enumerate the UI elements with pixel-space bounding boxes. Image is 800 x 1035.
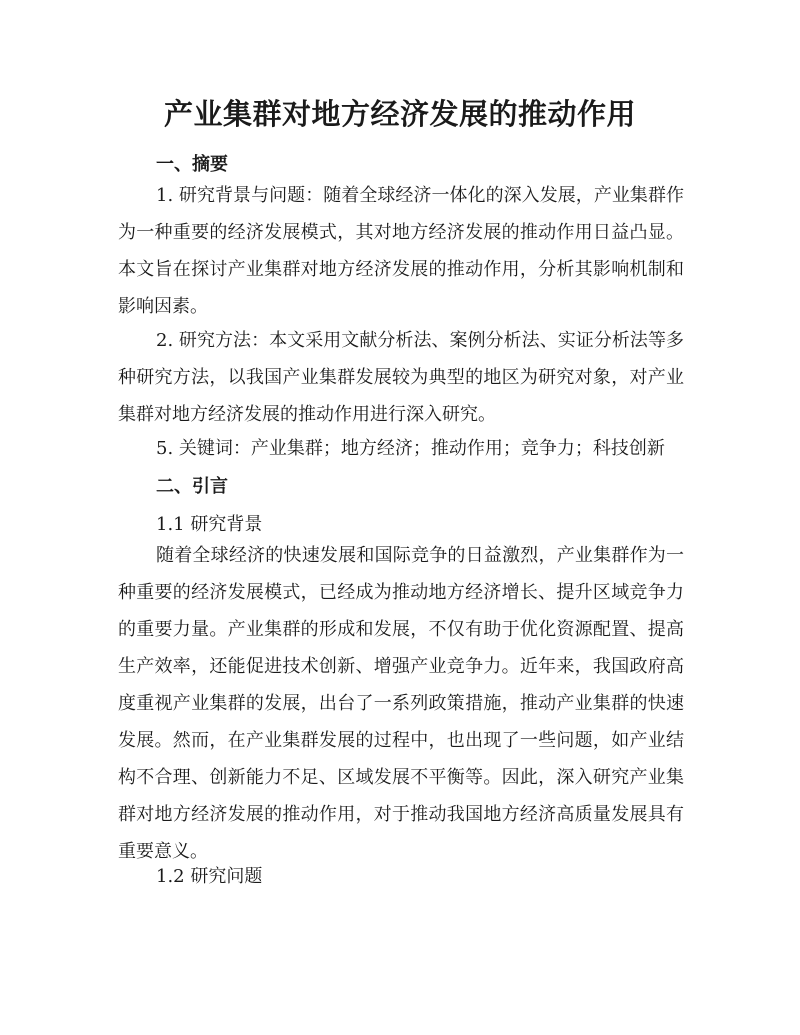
section-1-2-heading: 1.2 研究问题 bbox=[156, 866, 263, 887]
document-title: 产业集群对地方经济发展的推动作用 bbox=[163, 97, 636, 131]
introduction-heading: 二、引言 bbox=[156, 476, 228, 497]
abstract-keywords: 5. 关键词：产业集群；地方经济；推动作用；竞争力；科技创新 bbox=[156, 438, 665, 459]
abstract-paragraph-2: 2. 研究方法：本文采用文献分析法、案例分析法、实证分析法等多种研究方法，以我国产业集群发展较为典型的地区为研究对象，对产业集群对地方经济发展的推动作用进行深入研究。 bbox=[118, 330, 684, 425]
abstract-paragraph-1: 1. 研究背景与问题：随着全球经济一体化的深入发展，产业集群作为一种重要的经济发展模式，其对地方经济发展的推动作用日益凸显。本文旨在探讨产业集群对地方经济发展的推动作用，分析其影响机制和影响因素。 bbox=[118, 185, 684, 317]
section-1-1-paragraph: 随着全球经济的快速发展和国际竞争的日益激烈，产业集群作为一种重要的经济发展模式，已经成为推动地方经济增长、提升区域竞争力的重要力量。产业集群的形成和发展，不仅有助于优化资源配置、提高生产效率，还能促进技术创新、增强产业竞争力。近年来，我国政府高度重视产业集群的发展，出台了一系列政策措施，推动产业集群的快速发展。然而，在产业集群发展的过程中，也出现了一些问题，如产业结构不合理、创新能力不足、区域发展不平衡等。因此，深入研究产业集群对地方经济发展的推动作用，对于推动我国地方经济高质量发展具有重要意义。 bbox=[118, 545, 684, 862]
section-1-1-heading: 1.1 研究背景 bbox=[156, 514, 263, 535]
abstract-heading: 一、摘要 bbox=[156, 154, 228, 175]
